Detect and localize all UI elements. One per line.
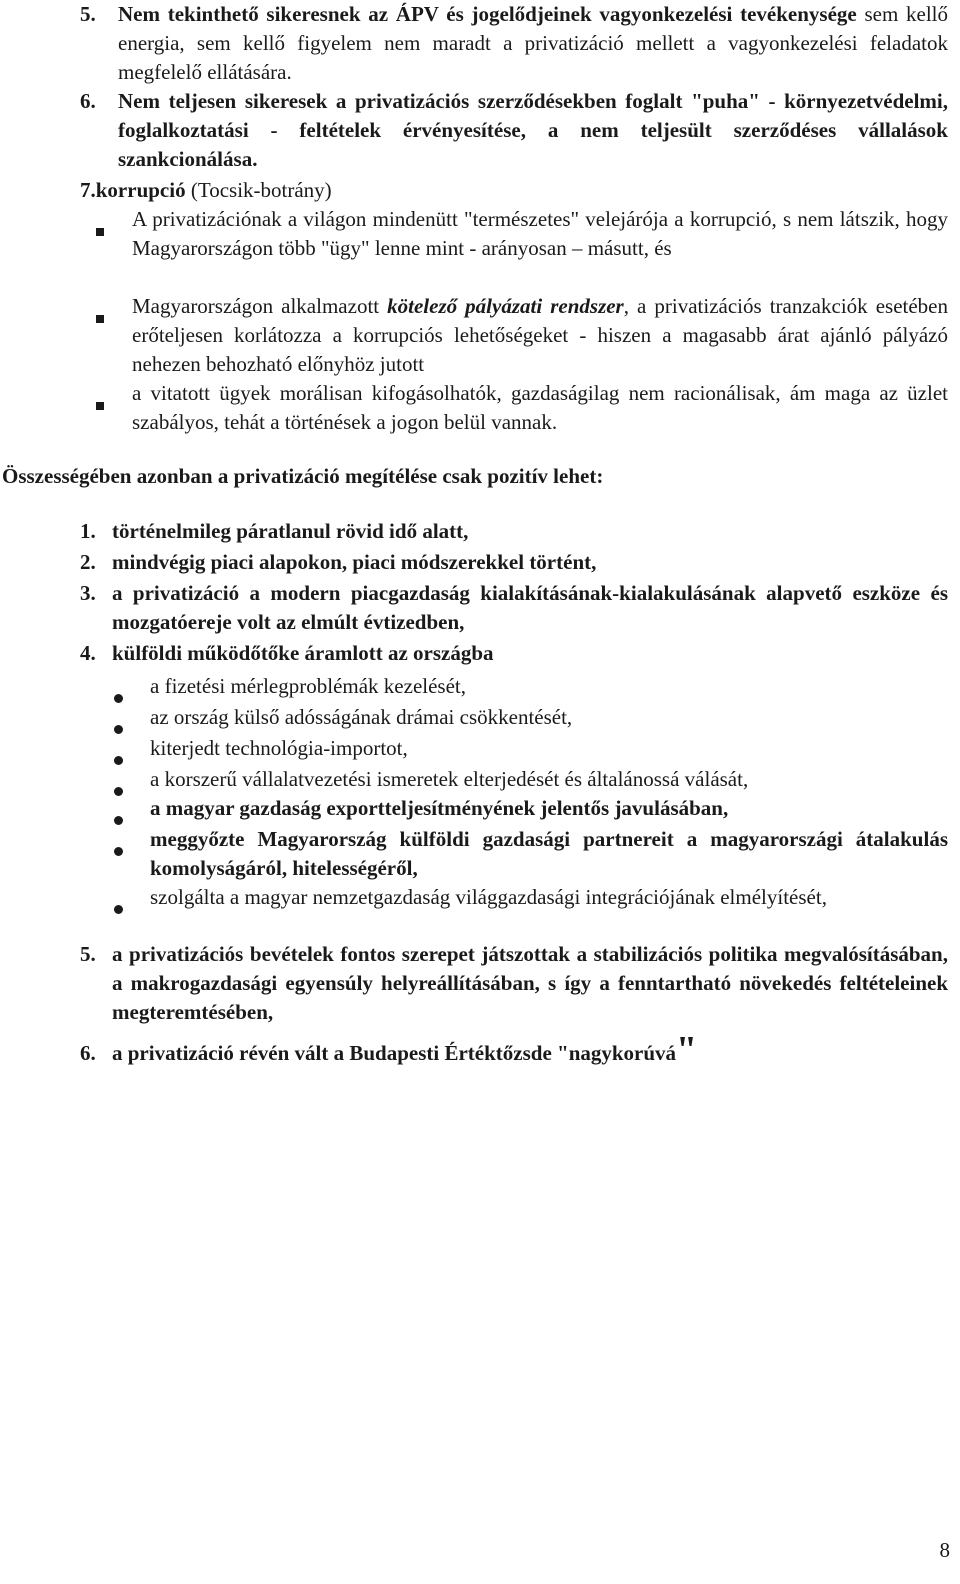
bullet-3-text: a vitatott ügyek morálisan kifogásolhatók, gazdaságilag nem racionálisak, ám maga az üzlet szabályos, tehát a történések a jogon belül vannak. [132,381,948,434]
item-number-7: 7. [80,178,96,202]
bullet-2-text [132,292,948,379]
item-7-heading [80,176,332,205]
item-5-normal: sem kellő energia, sem kellő figyelem nem maradt a privatizáció mellett a vagyonkezelési feladatok megfelelő ellátására. [118,2,948,84]
summary-number-1: 1. [80,519,96,543]
bullet-2-pre: Magyarországon alkalmazott [132,294,388,318]
square-bullet-icon [96,302,104,331]
summary-heading: Összességében azonban a privatizáció megítélése csak pozitív lehet: [2,464,604,488]
page-number: 8 [939,1538,950,1562]
item-7-bullet-2 [96,292,948,379]
summary-4-bullet-3 [114,734,948,763]
summary-4-bullet-3-text: kiterjedt technológia-importot, [150,736,408,760]
item-number-6: 6. [80,89,96,113]
summary-number-5: 5. [80,942,96,966]
summary-4-bullet-2 [114,703,948,732]
item-7-bullet-3 [96,379,948,437]
summary-1-text: történelmileg páratlanul rövid idő alatt, [112,519,469,543]
summary-3-text: a privatizáció a modern piacgazdaság kialakításának-kialakulásának alapvető eszköze és mozgatóereje volt az elmúlt évtizedben, [112,581,948,634]
item-6-text: Nem teljesen sikeresek a privatizációs szerződésekben foglalt "puha" - környezetvédelmi, foglalkoztatási - feltételek érvényesítése, a nem teljesült szerződéses vállalások szankcionálása. [118,89,948,171]
bullet-2-post: , a privatizációs tranzakciók esetében erőteljesen korlátozza a korrupciós lehetőségeket - hiszen a magasabb árat ajánló pályázó nehezen behozható előnyhöz jutott [132,294,948,376]
summary-6-main: a privatizáció révén vált a Budapesti Értéktőzsde "nagykorúvá [112,1041,677,1065]
item-7-head-bold: korrupció [95,178,186,202]
bullet-1-text: A privatizációnak a világon mindenütt "természetes" velejárója a korrupció, s nem látszik, hogy Magyarországon több "ügy" lenne mint - arányosan – másutt, és [132,207,948,260]
item-5-text [118,0,948,87]
item-number-5: 5. [80,2,96,26]
summary-4-bullet-6 [114,825,948,883]
dot-bullet-icon [114,835,123,864]
summary-4-text: külföldi működőtőke áramlott az országba [112,641,494,665]
dot-bullet-icon [114,893,123,922]
summary-5-text: a privatizációs bevételek fontos szerepet játszottak a stabilizációs politika megvalósításában, a makrogazdasági egyensúly helyreállításában, s így a fenntartható növekedés feltételeinek megteremtésében, [112,942,948,1024]
summary-4-bullet-1-text: a fizetési mérlegproblémák kezelését, [150,674,467,698]
summary-4-bullet-6-text: meggyőzte Magyarország külföldi gazdasági partnereit a magyarországi átalakulás komolyságáról, hitelességéről, [150,827,948,880]
summary-2-text: mindvégig piaci alapokon, piaci módszerekkel történt, [112,550,597,574]
bullet-2-emphasis: kötelező pályázati rendszer [387,294,624,318]
summary-4-bullet-7 [114,883,948,912]
summary-6-closing-quote: " [676,1029,698,1071]
item-5-bold: Nem tekinthető sikeresnek az ÁPV és jogelődjeinek vagyonkezelési tevékenysége [118,2,857,26]
square-bullet-icon [96,389,104,418]
summary-4-bullet-5-text: a magyar gazdaság exportteljesítményének jelentős javulásában, [150,796,729,820]
item-7-bullet-1 [96,205,948,263]
summary-4-bullet-5 [114,794,948,823]
summary-number-2: 2. [80,550,96,574]
summary-number-6: 6. [80,1041,96,1065]
summary-4-bullet-4 [114,765,948,794]
summary-4-bullet-1 [114,672,948,701]
summary-number-3: 3. [80,581,96,605]
summary-6-text [112,1029,698,1071]
summary-4-bullet-7-text: szolgálta a magyar nemzetgazdaság világgazdasági integrációjának elmélyítését, [150,885,827,909]
summary-4-bullet-4-text: a korszerű vállalatvezetési ismeretek elterjedését és általánossá válását, [150,767,749,791]
summary-4-bullet-2-text: az ország külső adósságának drámai csökkentését, [150,705,573,729]
square-bullet-icon [96,215,104,244]
summary-number-4: 4. [80,641,96,665]
item-7-head-normal: (Tocsik-botrány) [185,178,332,202]
